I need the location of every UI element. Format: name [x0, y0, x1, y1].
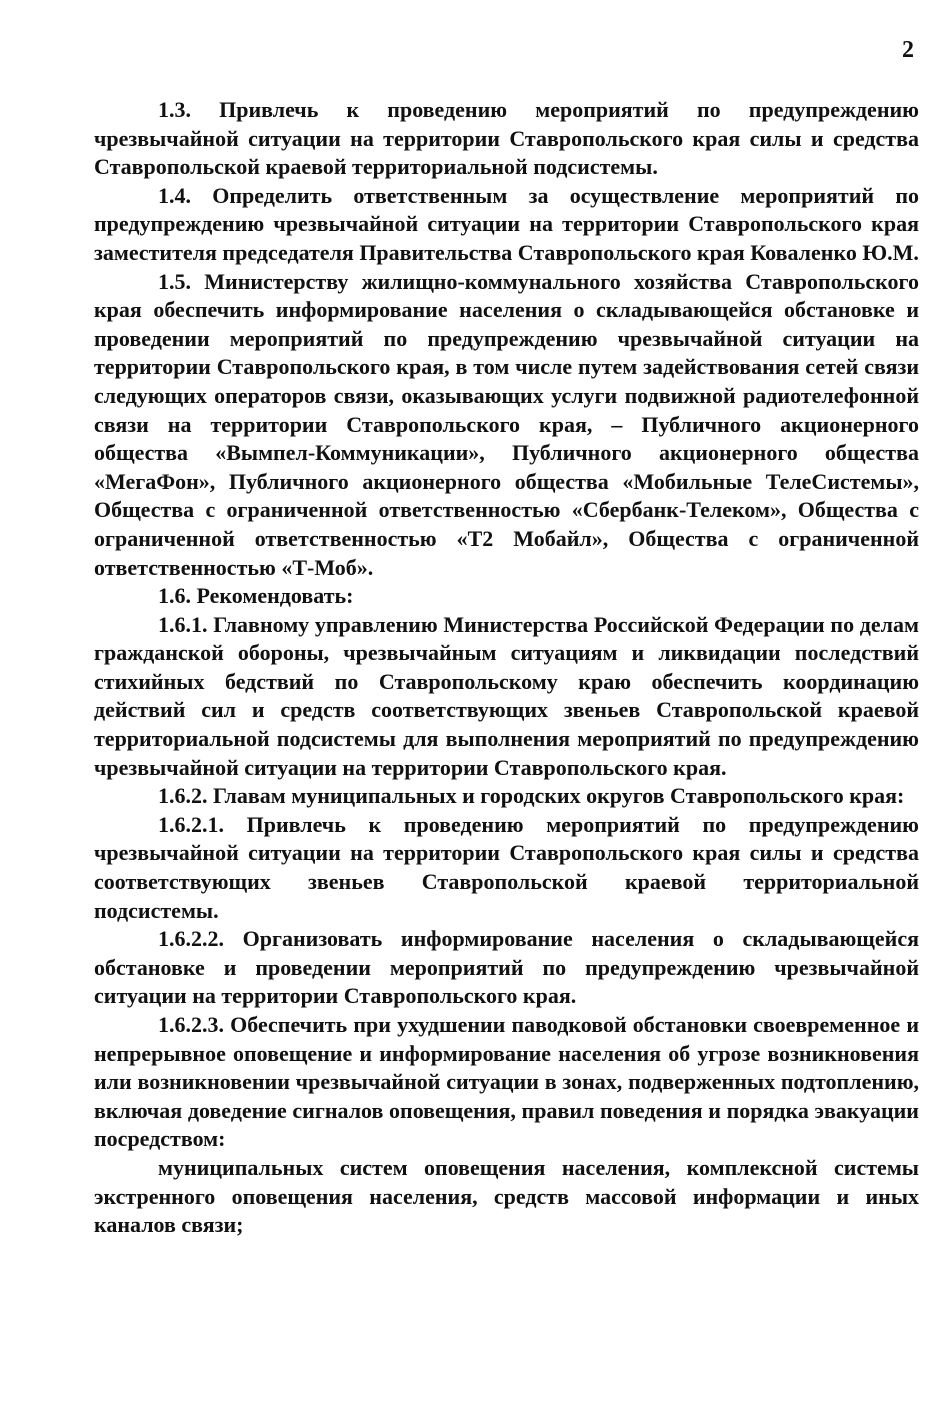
paragraph-1-5: 1.5. Министерству жилищно-коммунального хозяйства Ставропольского края обеспечить информирование населения о складывающейся обстановке и проведении мероприятий по предупреждению чрезвычайной ситуации на территории Ставропольского края, в том числе путем задействования сетей связи следующих операторов связи, оказывающих услуги подвижной радиотелефонной связи на территории Ставропольского края, – Публичного акционерного общества «Вымпел-Коммуникации», Публичного акционерного общества «МегаФон», Публичного акционерного общества «Мобильные ТелеСистемы», Общества с ограниченной ответственностью «Сбербанк-Телеком», Общества с ограниченной ответственностью «Т2 Мобайл», Общества с ограниченной ответственностью «Т-Моб».	[94, 268, 919, 580]
paragraph-1-6-1: 1.6.1. Главному управлению Министерства Российской Федерации по делам гражданской обороны, чрезвычайным ситуациям и ликвидации последствий стихийных бедствий по Ставропольскому краю обеспечить координацию действий сил и средств соответствующих звеньев Ставропольской краевой территориальной подсистемы для выполнения мероприятий по предупреждению чрезвычайной ситуации на территории Ставропольского края.	[94, 611, 919, 780]
paragraph-1-4: 1.4. Определить ответственным за осуществление мероприятий по предупреждению чрезвычайной ситуации на территории Ставропольского края заместителя председателя Правительства Ставропольского края Коваленко Ю.М.	[94, 182, 919, 265]
paragraph-1-6-2-2: 1.6.2.2. Организовать информирование населения о складывающейся обстановке и проведении мероприятий по предупреждению чрезвычайной ситуации на территории Ставропольского края.	[94, 926, 919, 1009]
document-body	[94, 96, 919, 1240]
paragraph-1-3: 1.3. Привлечь к проведению мероприятий по предупреждению чрезвычайной ситуации на территории Ставропольского края силы и средства Ставропольской краевой территориальной подсистемы.	[94, 97, 919, 180]
page-number: 2	[902, 37, 914, 63]
paragraph-1-6-2-3: 1.6.2.3. Обеспечить при ухудшении паводковой обстановки своевременное и непрерывное оповещение и информирование населения об угрозе возникновения или возникновении чрезвычайной ситуации в зонах, подверженных подтоплению, включая доведение сигналов оповещения, правил поведения и порядка эвакуации посредством:	[94, 1012, 919, 1152]
paragraph-1-6: 1.6. Рекомендовать:	[158, 583, 354, 609]
paragraph-1-6-2-1: 1.6.2.1. Привлечь к проведению мероприятий по предупреждению чрезвычайной ситуации на территории Ставропольского края силы и средства соответствующих звеньев Ставропольской краевой территориальной подсистемы.	[94, 811, 919, 923]
paragraph-channels: муниципальных систем оповещения населения, комплексной системы экстренного оповещения населения, средств массовой информации и иных каналов связи;	[94, 1154, 919, 1238]
paragraph-1-6-2: 1.6.2. Главам муниципальных и городских округов Ставропольского края:	[158, 783, 905, 809]
